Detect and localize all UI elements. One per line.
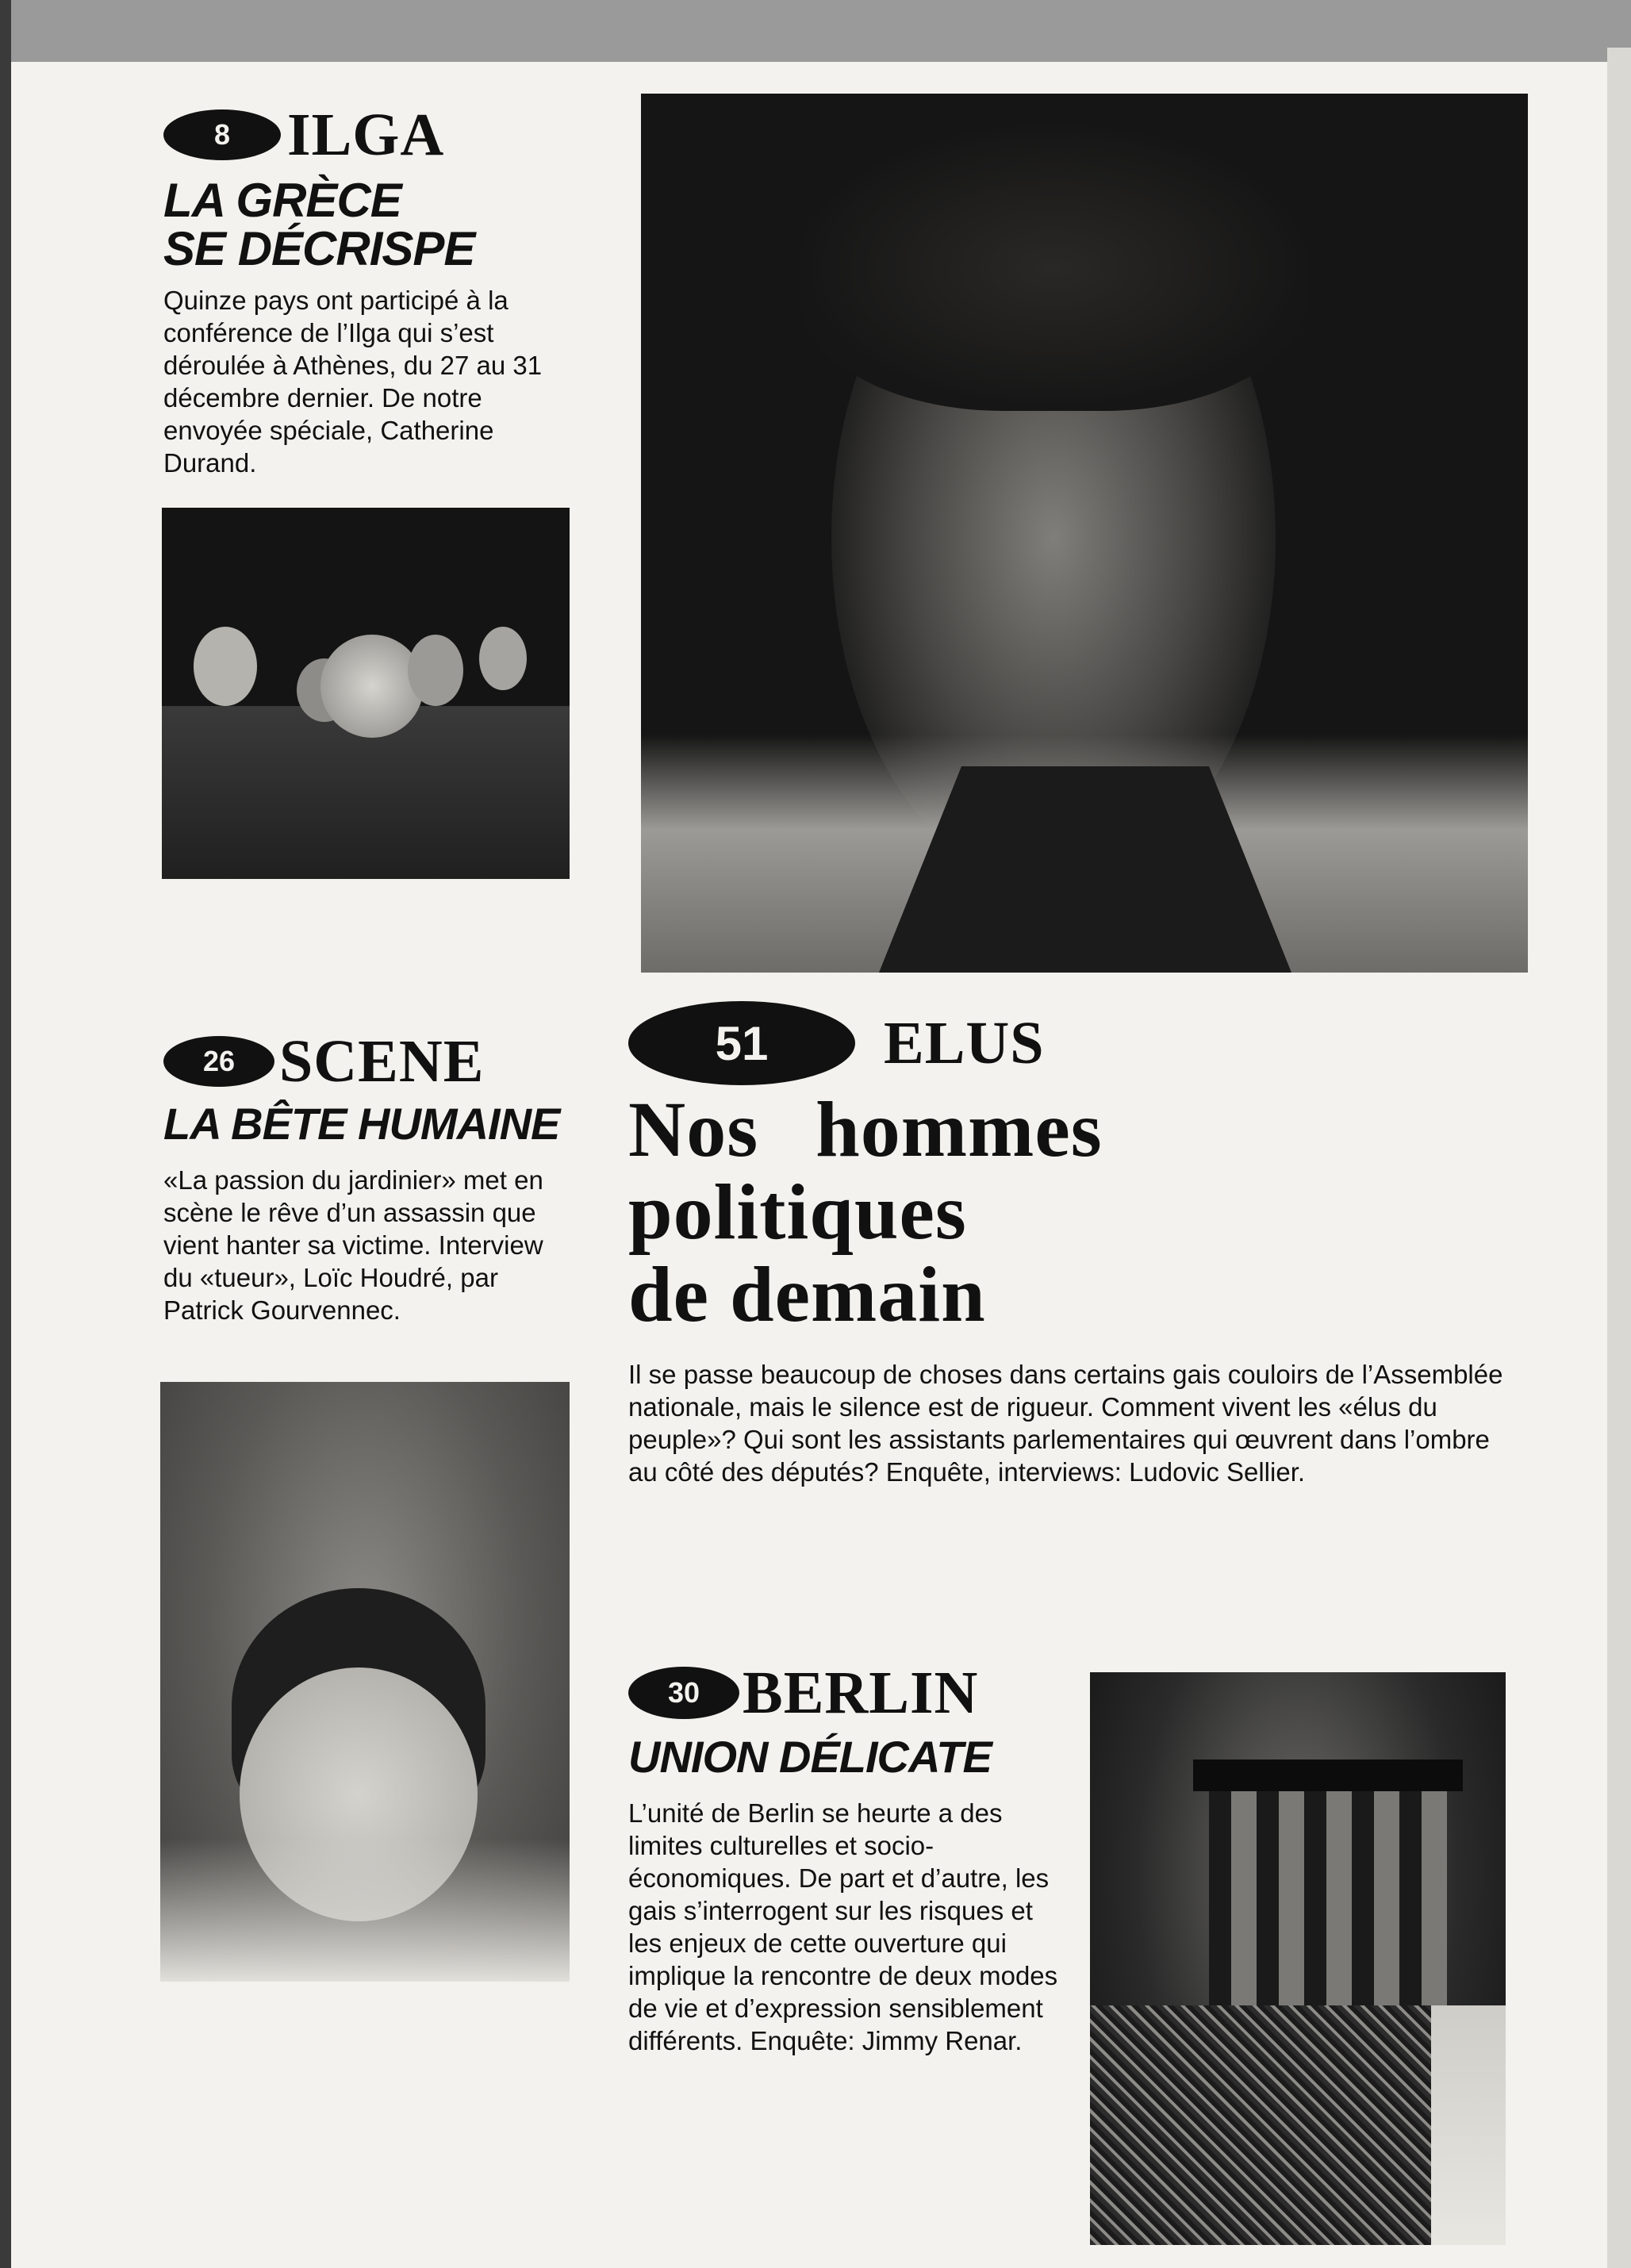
berlin-gate-photo: [1090, 1672, 1506, 2245]
berlin-section: [628, 1660, 1073, 2057]
page-right-edge: [1607, 48, 1631, 2268]
berlin-heading: [628, 1660, 1073, 1726]
scene-section: [163, 1028, 576, 1326]
rubric-label: BERLIN: [743, 1660, 979, 1726]
elus-title-line-1: Nos hommes: [628, 1085, 1103, 1173]
ilga-blurb: Quinze pays ont participé à la conférence de l’Ilga qui s’est déroulée à Athènes, du 27 au 31 décembre dernier. De notre envoyée spéciale, Catherine Durand.: [163, 286, 543, 478]
elus-title-line-3: de demain: [628, 1250, 986, 1338]
headline-line-2: SE DÉCRISPE: [163, 222, 475, 276]
scene-blurb: «La passion du jardinier» met en scène le rêve d’un assassin que vient hanter sa victime. Interview du «tueur», Loïc Houdré, par Patrick Gourvennec.: [163, 1165, 543, 1326]
portrait-photo-elus: [641, 94, 1528, 973]
page-number-badge: 8: [163, 109, 281, 160]
scene-headline: LA BÊTE HUMAINE: [163, 1099, 560, 1149]
berlin-headline: UNION DÉLICATE: [628, 1732, 992, 1782]
ilga-group-photo: [162, 508, 570, 879]
ilga-heading: [163, 102, 576, 168]
page-number-badge: 30: [628, 1667, 739, 1719]
headline-line-1: LA GRÈCE: [163, 174, 401, 227]
elus-title-line-2: politiques: [628, 1168, 967, 1256]
page-left-edge: [0, 0, 11, 2268]
rubric-label: ELUS: [884, 1010, 1045, 1076]
page-number-badge: 26: [163, 1036, 274, 1087]
elus-heading: [628, 1001, 1525, 1085]
rubric-label: ILGA: [287, 102, 445, 168]
berlin-blurb: L’unité de Berlin se heurte a des limites culturelles et socio-économiques. De part et d’autre, les gais s’interrogent sur les risques et les enjeux de cette ouverture qui implique la rencontre de deux modes de vie et d’expression sensiblement différents. Enquête: Jimmy Renar.: [628, 1798, 1058, 2056]
rubric-label: SCENE: [279, 1028, 485, 1095]
elus-blurb: Il se passe beaucoup de choses dans certains gais couloirs de l’Assemblée nationale, mais le silence est de rigueur. Comment vivent les «élus du peuple»? Qui sont les assistants parlementaires qui œuvrent dans l’ombre au côté des députés? Enquête, interviews: Ludovic Sellier.: [628, 1360, 1503, 1487]
ilga-section: [163, 102, 576, 479]
scene-portrait-photo: [160, 1382, 570, 1982]
page-number-badge: 51: [628, 1001, 855, 1085]
scene-heading: [163, 1028, 576, 1095]
page-top-edge: [0, 0, 1631, 62]
elus-section: [628, 1001, 1525, 1488]
